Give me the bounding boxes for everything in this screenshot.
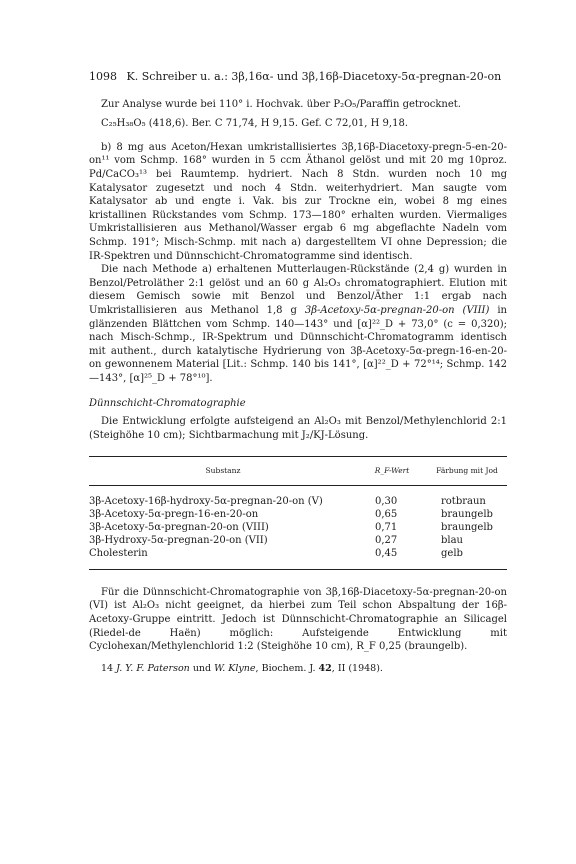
footnote-and: und xyxy=(189,662,215,674)
table-row xyxy=(89,547,507,570)
page-number: 1098 xyxy=(89,70,117,83)
paragraph-mother-liquor-part2: in glänzenden Blättchen vom Schmp. 140—143° und [α]²²_D + 73,0° (c = 0,320); nach Misch-Schmp., IR-Spektrum und Dünnschicht-Chromatogramm identisch mit authent., durch katalytische Hydrierung von 3β-Acetoxy-5α-pregn-16-en-20-on gewonnenem Material [Lit.: Schmp. 140 bis 141°, [α]²²_D + 72°¹⁴; Schmp. 142—143°, [α]²⁵_D + 78°¹⁰]. xyxy=(89,304,508,384)
paragraph-mother-liquor xyxy=(89,263,507,385)
cell-color: rotbraun xyxy=(441,495,486,507)
cell-color: gelb xyxy=(427,547,507,570)
cell-rf: 0,27 xyxy=(375,534,398,546)
footnote-rest: , II (1948). xyxy=(331,662,383,674)
cell-substance: 3β-Acetoxy-5α-pregnan-20-on (VIII) xyxy=(89,521,269,533)
cell-rf: 0,71 xyxy=(375,521,398,533)
footnote-volume: 42 xyxy=(318,662,332,674)
table-header-row xyxy=(89,457,507,486)
footnote-number: 14 xyxy=(101,662,114,674)
cell-rf: 0,65 xyxy=(375,508,398,520)
table-row xyxy=(89,508,507,521)
table-row xyxy=(89,485,507,508)
footnote-author-2: W. Klyne xyxy=(214,662,256,674)
cell-rf: 0,45 xyxy=(357,547,427,570)
paragraph-silica-gel: Für die Dünnschicht-Chromatographie von 3β,16β-Diacetoxy-5α-pregnan-20-on (VI) ist Al₂O₃ nicht geeignet, da hierbei zum Teil schon Abspaltung der 16β-Acetoxy-Gruppe eintritt. Jedoch ist Dünnschicht-Chromatographie an Silicagel (Riedel-de Haën) möglich: Aufsteigende Entwicklung mit Cyclohexan/Methylenchlorid 1:2 (Steighöhe 10 cm), R_F 0,25 (braungelb). xyxy=(89,586,507,653)
cell-substance: 3β-Acetoxy-16β-hydroxy-5α-pregnan-20-on (V) xyxy=(89,495,323,507)
footnote-journal: , Biochem. J. xyxy=(255,662,319,674)
cell-color: braungelb xyxy=(441,521,493,533)
running-title: K. Schreiber u. a.: 3β,16α- und 3β,16β-Diacetoxy-5α-pregnan-20-on xyxy=(126,70,502,83)
paragraph-analysis: Zur Analyse wurde bei 110° i. Hochvak. über P₂O₅/Paraffin getrocknet. xyxy=(101,98,461,110)
paragraph-tlc-development: Die Entwicklung erfolgte aufsteigend an Al₂O₃ mit Benzol/Methylenchlorid 2:1 (Steighöhe 10 cm); Sichtbarmachung mit J₂/KJ-Lösung. xyxy=(89,416,507,441)
running-header xyxy=(89,70,507,84)
cell-rf: 0,30 xyxy=(375,495,398,507)
table-row xyxy=(89,534,507,547)
paper-page xyxy=(89,70,507,675)
col-header-substance: Substanz xyxy=(89,457,357,486)
compound-viii-name: 3β-Acetoxy-5α-pregnan-20-on (VIII) xyxy=(304,304,490,316)
table-row xyxy=(89,521,507,534)
paragraph-mother-liquor-part1: Die nach Methode a) erhaltenen Mutterlaugen-Rückstände (2,4 g) wurden in Benzol/Petroläther 2:1 gelöst und an 60 g Al₂O₃ chromatographiert. Elution mit diesem Gemisch sowie mit Benzol und Benzol/Äther 1:1 ergab nach Umkristallisieren aus Methanol 1,8 g xyxy=(89,264,507,316)
cell-color: braungelb xyxy=(441,508,493,520)
col-header-rf: R_F-Wert xyxy=(357,457,427,486)
col-header-color: Färbung mit Jod xyxy=(427,457,507,486)
cell-color: blau xyxy=(441,534,464,546)
footnote-author-1: J. Y. F. Paterson xyxy=(116,662,190,674)
section-title: Dünnschicht-Chromatographie xyxy=(89,398,246,410)
footnote-14 xyxy=(89,662,507,676)
elemental-analysis: C₂₅H₃₈O₅ (418,6). Ber. C 71,74, H 9,15. Gef. C 72,01, H 9,18. xyxy=(101,118,408,130)
cell-substance: Cholesterin xyxy=(89,547,357,570)
tlc-table xyxy=(89,456,507,570)
cell-substance: 3β-Acetoxy-5α-pregn-16-en-20-on xyxy=(89,508,259,520)
paragraph-method-b: b) 8 mg aus Aceton/Hexan umkristallisiertes 3β,16β-Diacetoxy-pregn-5-en-20-on¹¹ vom Schmp. 168° wurden in 5 ccm Äthanol gelöst und mit 20 mg 10proz. Pd/CaCO₃¹³ bei Raumtemp. hydriert. Nach 8 Stdn. wurden noch 10 mg Katalysator zugesetzt und noch 4 Stdn. weiterhydriert. Man saugte vom Katalysator ab und engte i. Vak. bis zur Trockne ein, wobei 8 mg eines kristallinen Rückstandes vom Schmp. 173—180° erhalten wurden. Viermaliges Umkristallisieren aus Methanol/Wasser ergab 6 mg abgeflachte Nadeln vom Schmp. 191°; Misch-Schmp. mit nach a) dargestelltem VI ohne Depression; die IR-Spektren und Dünnschicht-Chromatogramme sind identisch. xyxy=(89,141,507,262)
cell-substance: 3β-Hydroxy-5α-pregnan-20-on (VII) xyxy=(89,534,268,546)
